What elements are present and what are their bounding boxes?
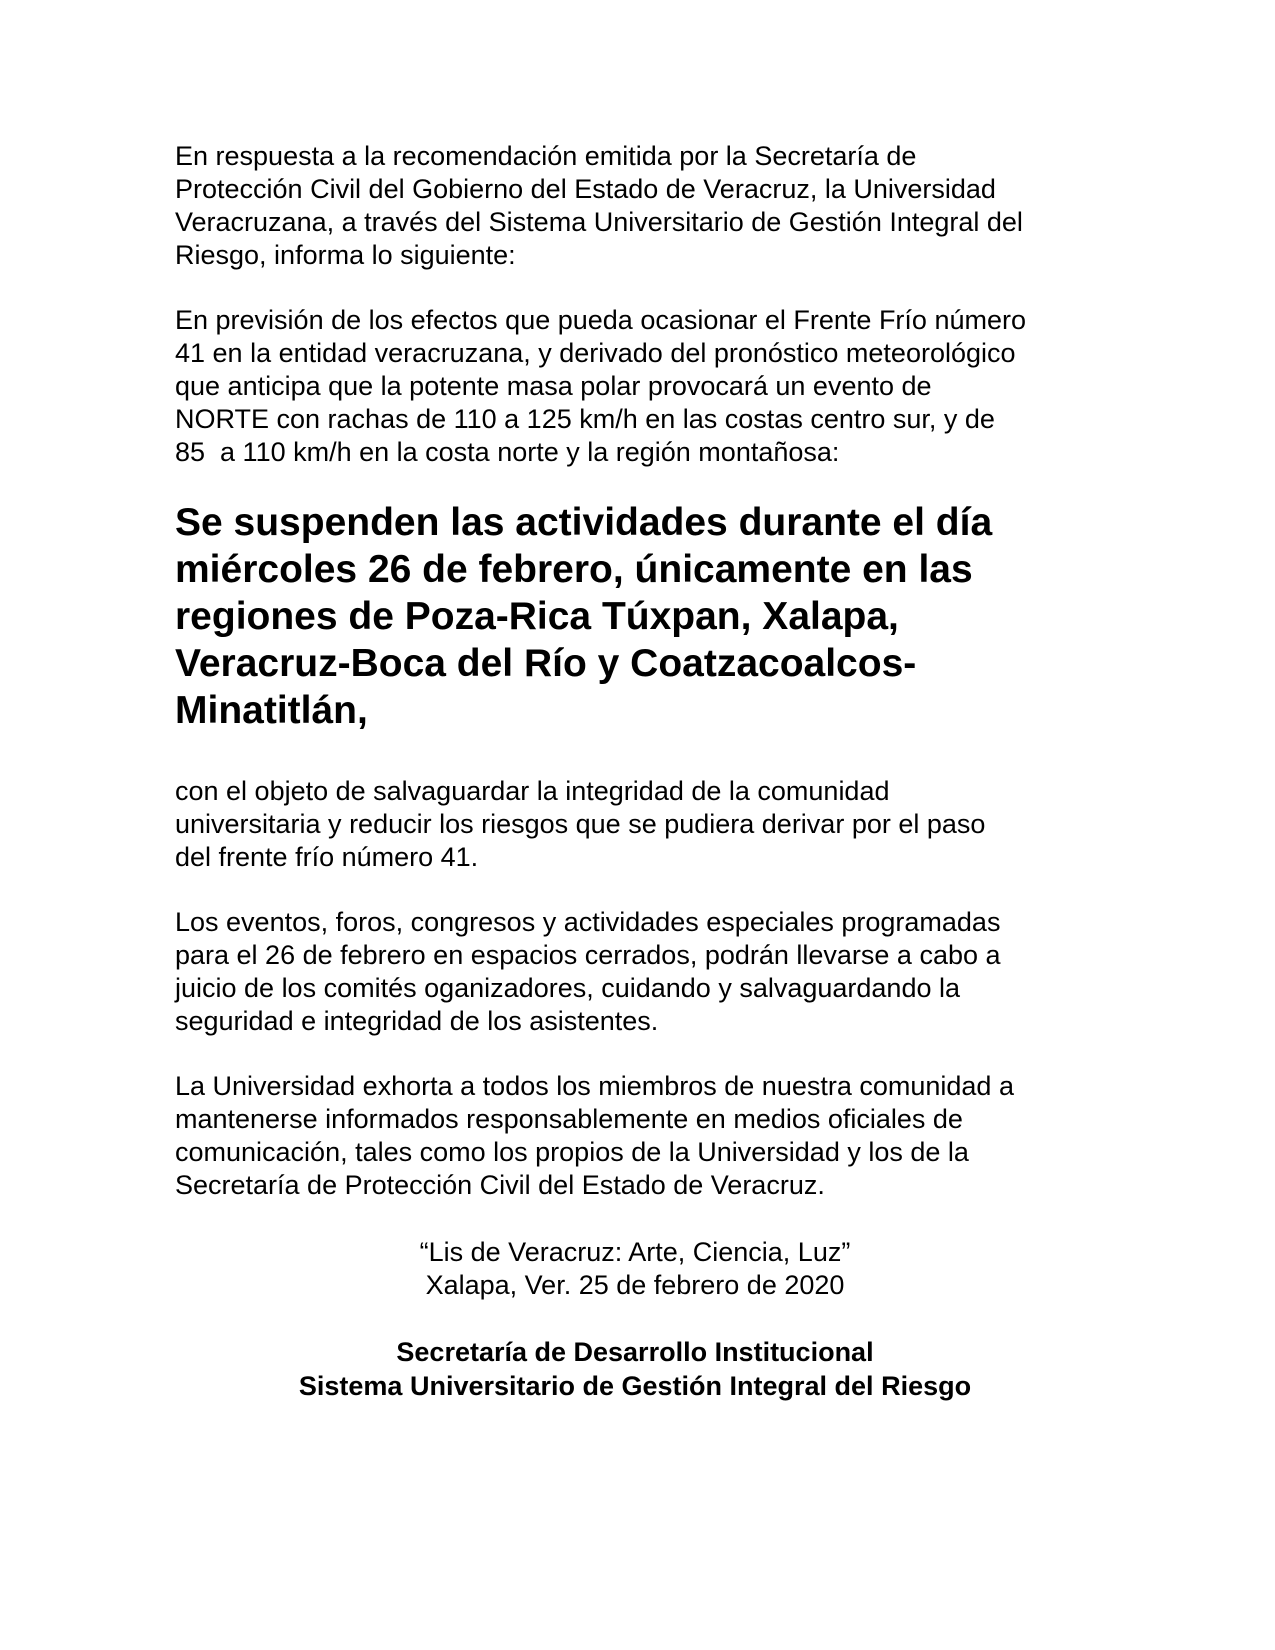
intro-paragraph [175, 140, 1095, 272]
forecast-line-4: NORTE con rachas de 110 a 125 km/h en las costas centro sur, y de [175, 404, 995, 434]
intro-line-2: Protección Civil del Gobierno del Estado de Veracruz, la Universidad [175, 174, 996, 204]
events-line-2: para el 26 de febrero en espacios cerrados, podrán llevarse a cabo a [175, 940, 1001, 970]
intro-line-4: Riesgo, informa lo siguiente: [175, 240, 516, 270]
signature-block [175, 1335, 1095, 1403]
place-date: Xalapa, Ver. 25 de febrero de 2020 [425, 1270, 845, 1300]
purpose-line-1: con el objeto de salvaguardar la integridad de la comunidad [175, 776, 890, 806]
purpose-line-3: del frente frío número 41. [175, 842, 479, 872]
headline-line-4: Veracruz-Boca del Río y Coatzacoalcos- [175, 642, 917, 685]
forecast-paragraph [175, 304, 1095, 469]
forecast-line-2: 41 en la entidad veracruzana, y derivado del pronóstico meteorológico [175, 338, 1016, 368]
events-paragraph [175, 906, 1095, 1038]
events-line-1: Los eventos, foros, congresos y actividades especiales programadas [175, 907, 1001, 937]
intro-line-3: Veracruzana, a través del Sistema Universitario de Gestión Integral del [175, 207, 1023, 237]
exhortation-line-2: mantenerse informados responsablemente en medios oficiales de [175, 1104, 963, 1134]
exhortation-paragraph [175, 1070, 1095, 1202]
motto: “Lis de Veracruz: Arte, Ciencia, Luz” [419, 1237, 851, 1267]
forecast-line-3: que anticipa que la potente masa polar provocará un evento de [175, 371, 932, 401]
intro-line-1: En respuesta a la recomendación emitida por la Secretaría de [175, 141, 917, 171]
document-page [175, 140, 1095, 1403]
purpose-line-2: universitaria y reducir los riesgos que se pudiera derivar por el paso [175, 809, 986, 839]
closing-block [175, 1236, 1095, 1302]
purpose-paragraph [175, 775, 1095, 874]
forecast-line-5: 85 a 110 km/h en la costa norte y la región montañosa: [175, 437, 840, 467]
signature-system: Sistema Universitario de Gestión Integral del Riesgo [298, 1371, 972, 1401]
headline-line-5: Minatitlán, [175, 689, 368, 732]
forecast-line-1: En previsión de los efectos que pueda ocasionar el Frente Frío número [175, 305, 1026, 335]
exhortation-line-1: La Universidad exhorta a todos los miembros de nuestra comunidad a [175, 1071, 1014, 1101]
exhortation-line-3: comunicación, tales como los propios de la Universidad y los de la [175, 1137, 969, 1167]
suspension-headline [175, 499, 1095, 734]
headline-line-3: regiones de Poza-Rica Túxpan, Xalapa, [175, 595, 899, 638]
events-line-4: seguridad e integridad de los asistentes. [175, 1006, 659, 1036]
headline-line-2: miércoles 26 de febrero, únicamente en las [175, 548, 973, 591]
exhortation-line-4: Secretaría de Protección Civil del Estado de Veracruz. [175, 1170, 825, 1200]
signature-office: Secretaría de Desarrollo Institucional [396, 1337, 874, 1367]
headline-line-1: Se suspenden las actividades durante el día [175, 501, 993, 544]
events-line-3: juicio de los comités oganizadores, cuidando y salvaguardando la [175, 973, 960, 1003]
